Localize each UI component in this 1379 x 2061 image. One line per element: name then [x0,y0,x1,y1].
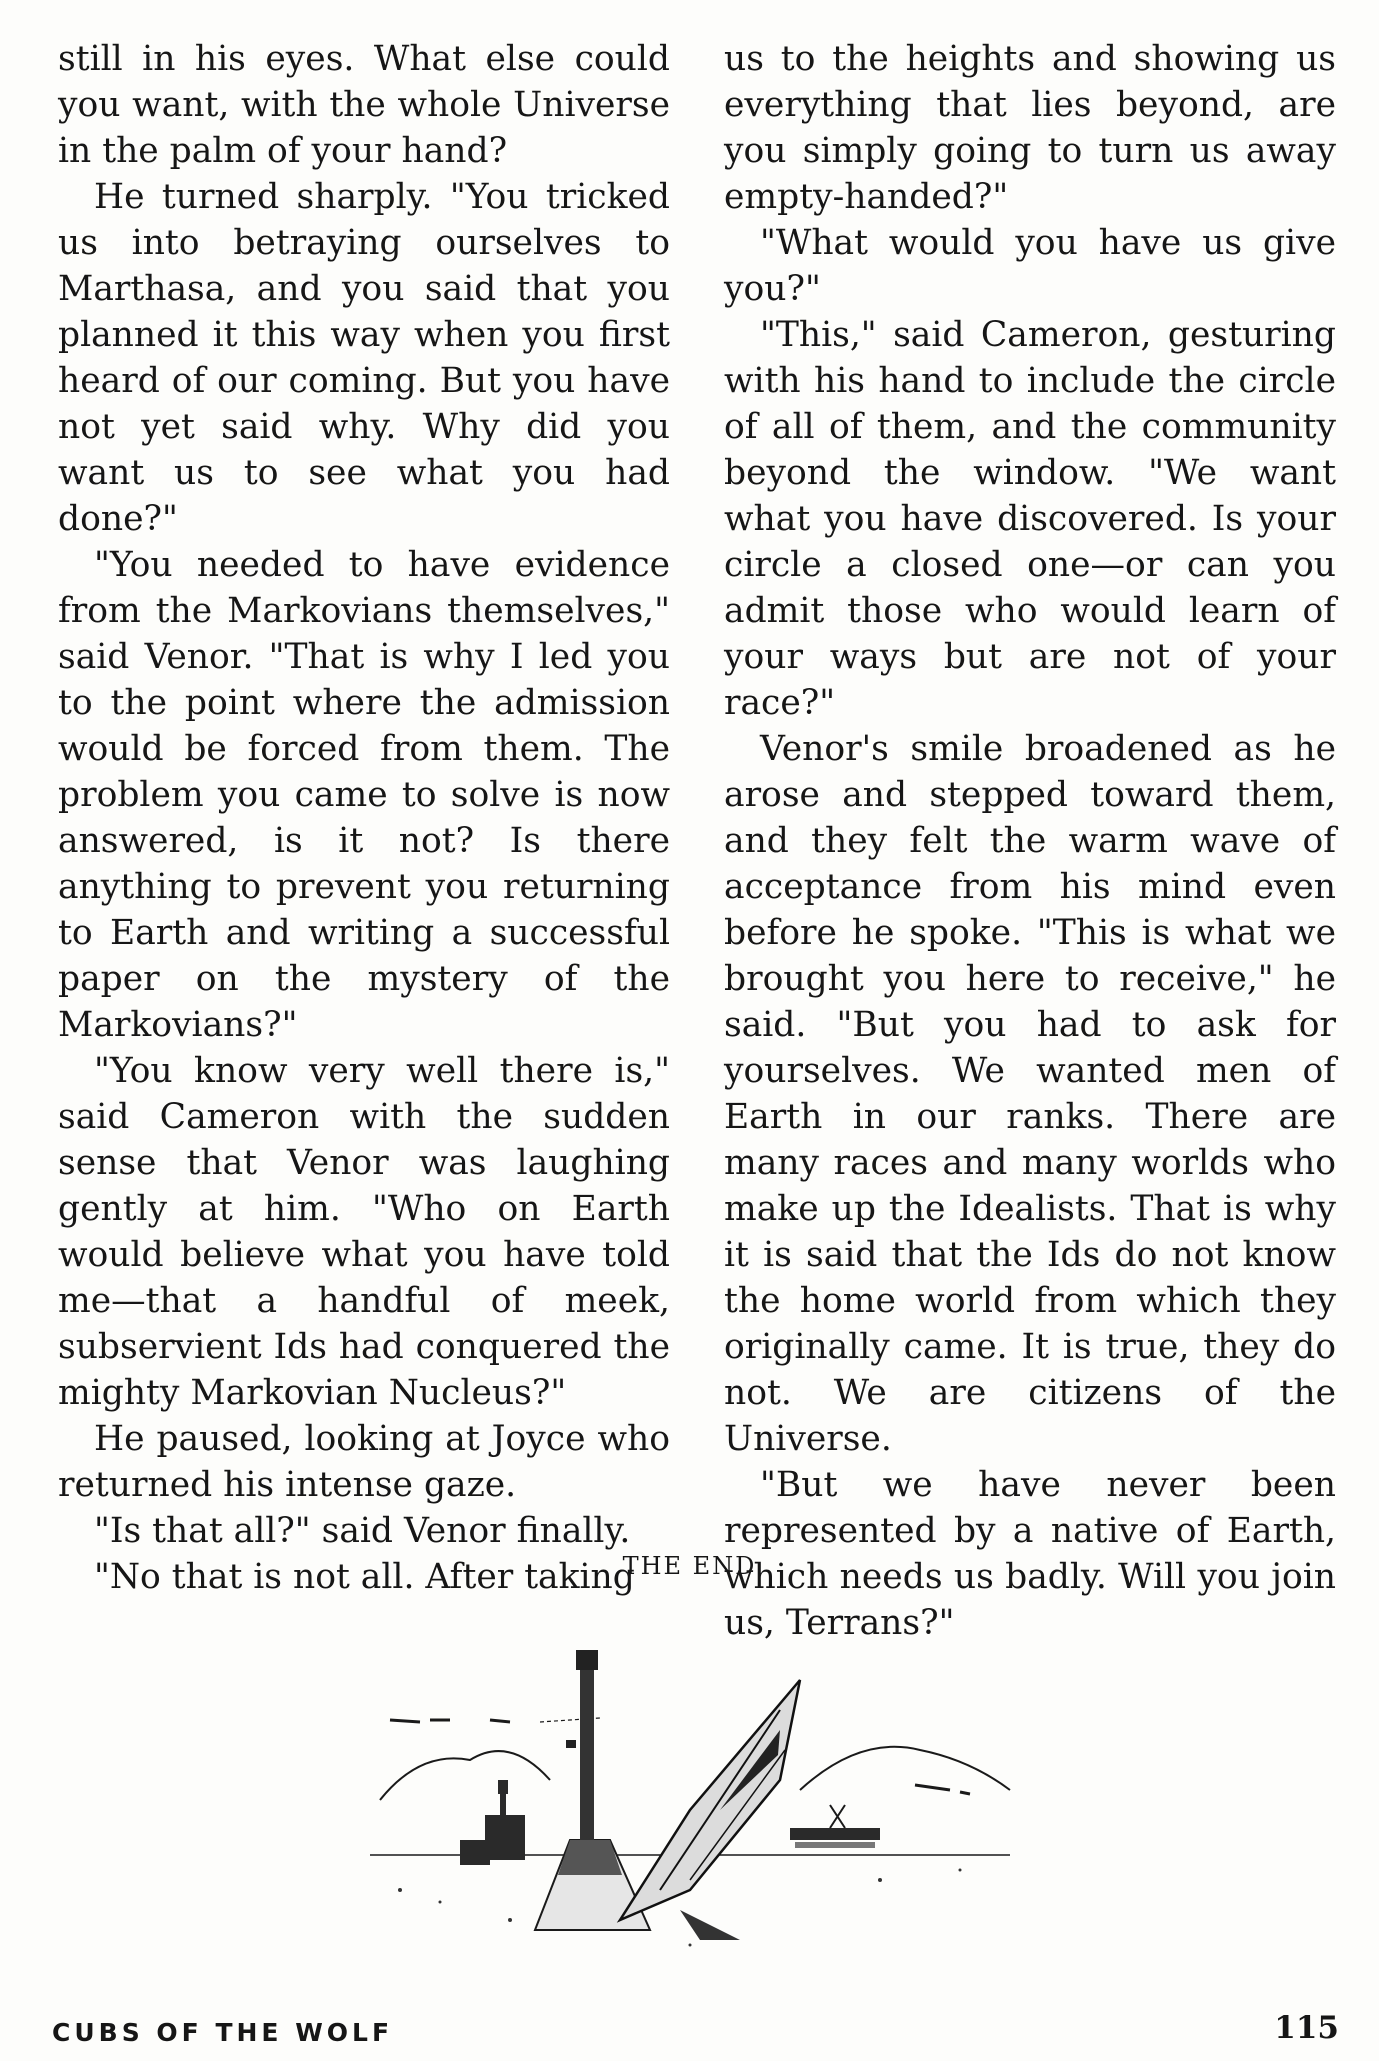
left-building [460,1780,525,1865]
rocket [620,1680,800,1940]
paragraph: still in his eyes. What else could you want, with the whole Universe in the palm of your hand? [58,39,670,171]
page-number: 115 [1274,2010,1339,2046]
right-hangar [790,1805,880,1848]
rocket-landscape-illustration [360,1640,1020,1960]
central-tower [535,1650,650,1930]
mountain-left [380,1751,550,1800]
mountain-right [800,1747,1010,1790]
left-text-column [58,36,670,1600]
paragraph: "No that is not all. After taking [94,1557,635,1597]
paragraph: He turned sharply. "You tricked us into betraying ourselves to Marthasa, and you said that you planned it this way when you first heard of our coming. But you have not yet said why. Why did you want us to see what you had done?" [58,177,670,539]
paragraph: "You needed to have evidence from the Markovians themselves," said Venor. "That is why I led you to the point where the admission would be forced from them. The problem you came to solve is now answered, is it not? Is there anything to prevent you returning to Earth and writing a successful paper on the mystery of the Markovians?" [58,545,670,1045]
paragraph: "What would you have us give you?" [724,223,1336,309]
paragraph: Venor's smile broadened as he arose and stepped toward them, and they felt the warm wave of acceptance from his mind even before he spoke. "This is what we brought you here to receive," he said. "But you had to ask for yourselves. We wanted men of Earth in our ranks. There are many races and many worlds who make up the Idealists. That is why it is said that the Ids do not know the home world from which they originally came. It is true, they do not. We are citizens of the Universe. [724,729,1336,1459]
the-end-label: THE END [622,1552,757,1580]
running-footer-title: CUBS OF THE WOLF [52,2018,394,2047]
paragraph: He paused, looking at Joyce who returned his intense gaze. [58,1419,670,1505]
paragraph: us to the heights and showing us everything that lies beyond, are you simply going to turn us away empty-handed?" [724,39,1336,217]
paragraph: "Is that all?" said Venor finally. [94,1511,631,1551]
paragraph: "You know very well there is," said Cameron with the sudden sense that Venor was laughing gently at him. "Who on Earth would believe what you have told me—that a handful of meek, subservient Ids had conquered the mighty Markovian Nucleus?" [58,1051,670,1413]
paragraph: "This," said Cameron, gesturing with his hand to include the circle of all of them, and the community beyond the window. "We want what you have discovered. Is your circle a closed one—or can you admit those who would learn of your ways but are not of your race?" [724,315,1336,723]
paragraph: "But we have never been represented by a native of Earth, which needs us badly. Will you join us, Terrans?" [724,1465,1336,1643]
right-text-column [724,36,1336,1646]
